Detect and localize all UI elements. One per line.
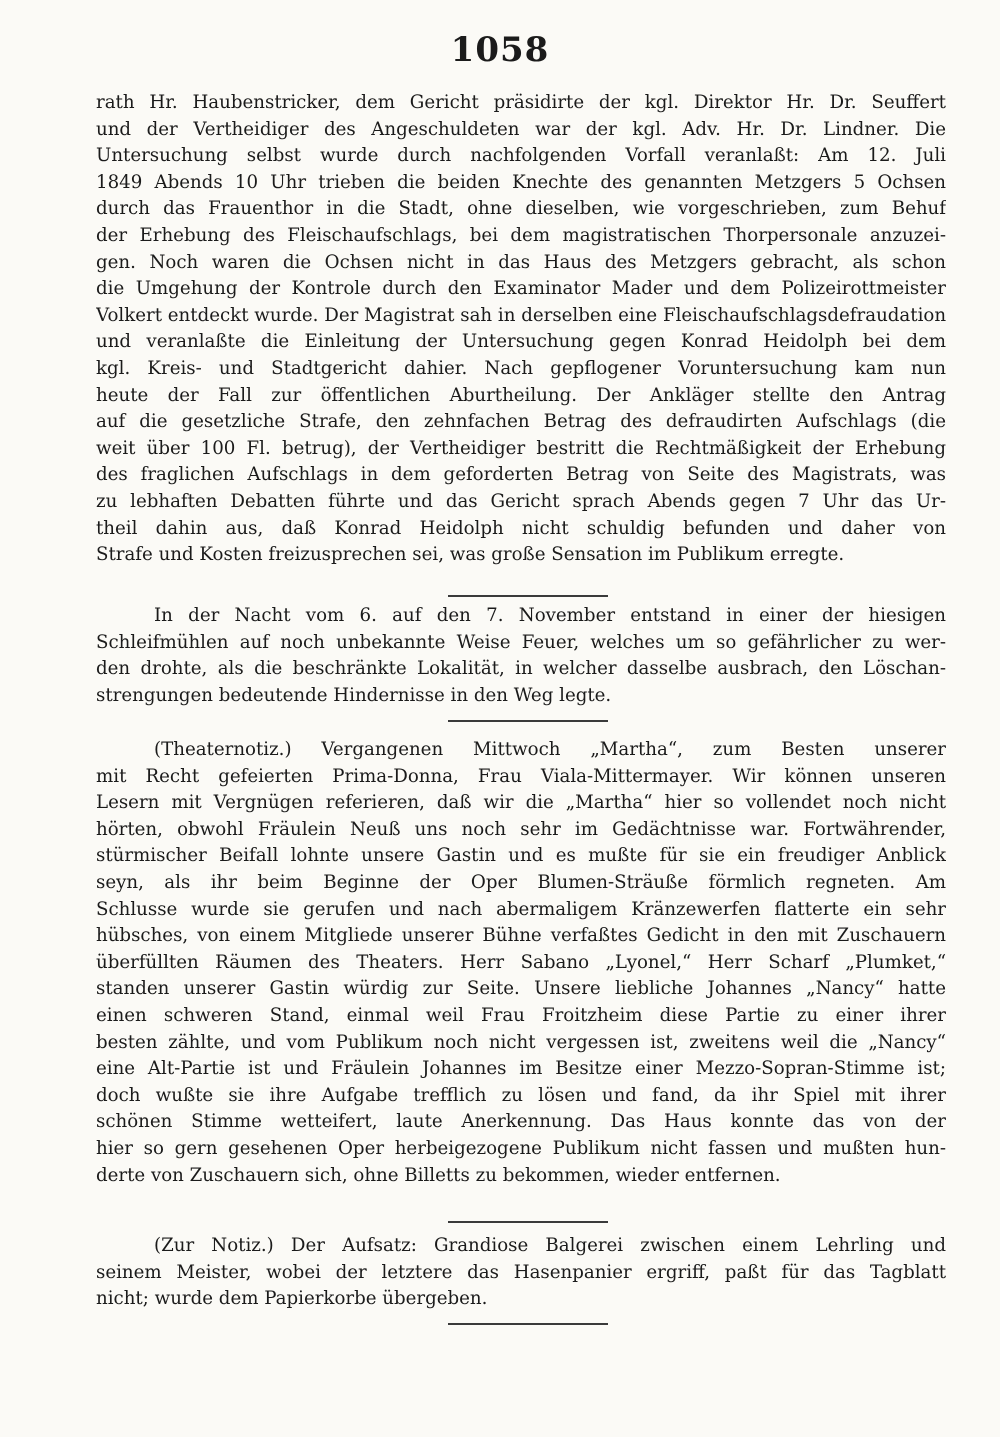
text-line: kgl. Kreis- und Stadtgericht dahier. Nach gepflogener Voruntersuchung kam nun (96, 357, 946, 379)
text-line: weit über 100 Fl. betrug), der Vertheidiger bestritt die Rechtmäßigkeit der Erhebung (96, 437, 946, 459)
article-editorial-notice (96, 1233, 946, 1313)
text-line: hier so gern gesehenen Oper herbeigezogene Publikum nicht fassen und mußten hun- (96, 1137, 946, 1159)
text-line: eine Alt-Partie ist und Fräulein Johannes im Besitze einer Mezzo-Sopran-Stimme ist; (96, 1058, 946, 1080)
text-line: durch das Frauenthor in die Stadt, ohne dieselben, wie vorgeschrieben, zum Behuf (96, 198, 946, 220)
text-line: mit Recht gefeierten Prima-Donna, Frau Viala-Mittermayer. Wir können unseren (96, 765, 946, 787)
text-line: (Zur Notiz.) Der Aufsatz: Grandiose Balgerei zwischen einem Lehrling und (154, 1235, 946, 1256)
text-line: (Theaternotiz.) Vergangenen Mittwoch „Martha“, zum Besten unserer (154, 739, 946, 760)
text-line: besten zählte, und vom Publikum noch nicht vergessen ist, zweitens weil die „Nancy“ (96, 1031, 946, 1053)
text-line: rath Hr. Haubenstricker, dem Gericht präsidirte der kgl. Direktor Hr. Dr. Seuffert (96, 92, 946, 113)
section-divider (448, 595, 608, 597)
section-divider (448, 720, 608, 722)
article-mill-fire (96, 603, 946, 709)
text-line: gen. Noch waren die Ochsen nicht in das Haus des Metzgers gebracht, als schon (96, 251, 946, 273)
text-line: schönen Stimme wetteifert, laute Anerkennung. Das Haus konnte das von der (96, 1111, 946, 1133)
text-line: Strafe und Kosten freizusprechen sei, was große Sensation im Publikum erregte. (96, 544, 845, 566)
section-divider (448, 1323, 608, 1325)
text-line: In der Nacht vom 6. auf den 7. November entstand in einer der hiesigen (154, 605, 946, 626)
section-divider (448, 1221, 608, 1223)
text-line: einen schweren Stand, einmal weil Frau Froitzheim diese Partie zu einer ihrer (96, 1004, 946, 1026)
text-line: zu lebhaften Debatten führte und das Gericht sprach Abends gegen 7 Uhr das Ur- (96, 490, 946, 512)
text-line: Untersuchung selbst wurde durch nachfolgenden Vorfall veranlaßt: Am 12. Juli (96, 145, 946, 167)
text-line: auf die gesetzliche Strafe, den zehnfachen Betrag des defraudirten Aufschlags (die (96, 411, 946, 433)
text-line: überfüllten Räumen des Theaters. Herr Sabano „Lyonel,“ Herr Scharf „Plumket,“ (96, 951, 946, 973)
text-line: der Erhebung des Fleischaufschlags, bei dem magistratischen Thorpersonale anzuzei- (96, 224, 946, 246)
text-line: nicht; wurde dem Papierkorbe übergeben. (96, 1288, 488, 1310)
text-line: standen unserer Gastin würdig zur Seite. Unsere liebliche Johannes „Nancy“ hatte (96, 978, 946, 1000)
text-line: Lesern mit Vergnügen referieren, daß wir die „Martha“ hier so vollendet noch nicht (96, 792, 946, 814)
text-line: doch wußte sie ihre Aufgabe trefflich zu lösen und fand, da ihr Spiel mit ihrer (96, 1084, 946, 1106)
text-line: die Umgehung der Kontrole durch den Examinator Mader und dem Polizeirottmeister (96, 278, 946, 300)
text-line: Schleifmühlen auf noch unbekannte Weise Feuer, welches um so gefährlicher zu wer- (96, 631, 946, 653)
text-line: hörten, obwohl Fräulein Neuß uns noch sehr im Gedächtnisse war. Fortwährender, (96, 818, 946, 840)
text-line: hübsches, von einem Mitgliede unserer Bühne verfaßtes Gedicht in den mit Zuschauern (96, 925, 946, 947)
text-line: theil dahin aus, daß Konrad Heidolph nicht schuldig befunden und daher von (96, 517, 946, 539)
text-line: 1849 Abends 10 Uhr trieben die beiden Knechte des genannten Metzgers 5 Ochsen (96, 171, 946, 193)
text-line: stürmischer Beifall lohnte unsere Gastin und es mußte für sie ein freudiger Anblick (96, 845, 946, 867)
text-line: des fraglichen Aufschlags in dem geforderten Betrag von Seite des Magistrats, was (96, 464, 946, 486)
text-line: seyn, als ihr beim Beginne der Oper Blumen-Sträuße förmlich regneten. Am (96, 871, 946, 893)
text-line: Schlusse wurde sie gerufen und nach abermaligem Kränzewerfen flatterte ein sehr (96, 898, 946, 920)
text-line: derte von Zuschauern sich, ohne Billetts zu bekommen, wieder entfernen. (96, 1164, 781, 1186)
text-line: seinem Meister, wobei der letztere das Hasenpanier ergriff, paßt für das Tagblatt (96, 1261, 946, 1283)
text-line: und der Vertheidiger des Angeschuldeten war der kgl. Adv. Hr. Dr. Lindner. Die (96, 118, 946, 140)
article-court-case (96, 90, 946, 569)
text-line: Volkert entdeckt wurde. Der Magistrat sah in derselben eine Fleischaufschlagsdefraudation (96, 304, 946, 326)
text-line: den drohte, als die beschränkte Lokalität, in welcher dasselbe ausbrach, den Löschan- (96, 658, 946, 680)
article-theater-notice (96, 737, 946, 1189)
text-line: und veranlaßte die Einleitung der Untersuchung gegen Konrad Heidolph bei dem (96, 331, 946, 353)
page-number: 1058 (450, 30, 550, 70)
text-line: strengungen bedeutende Hindernisse in den Weg legte. (96, 684, 612, 706)
text-line: heute der Fall zur öffentlichen Aburtheilung. Der Ankläger stellte den Antrag (96, 384, 946, 406)
